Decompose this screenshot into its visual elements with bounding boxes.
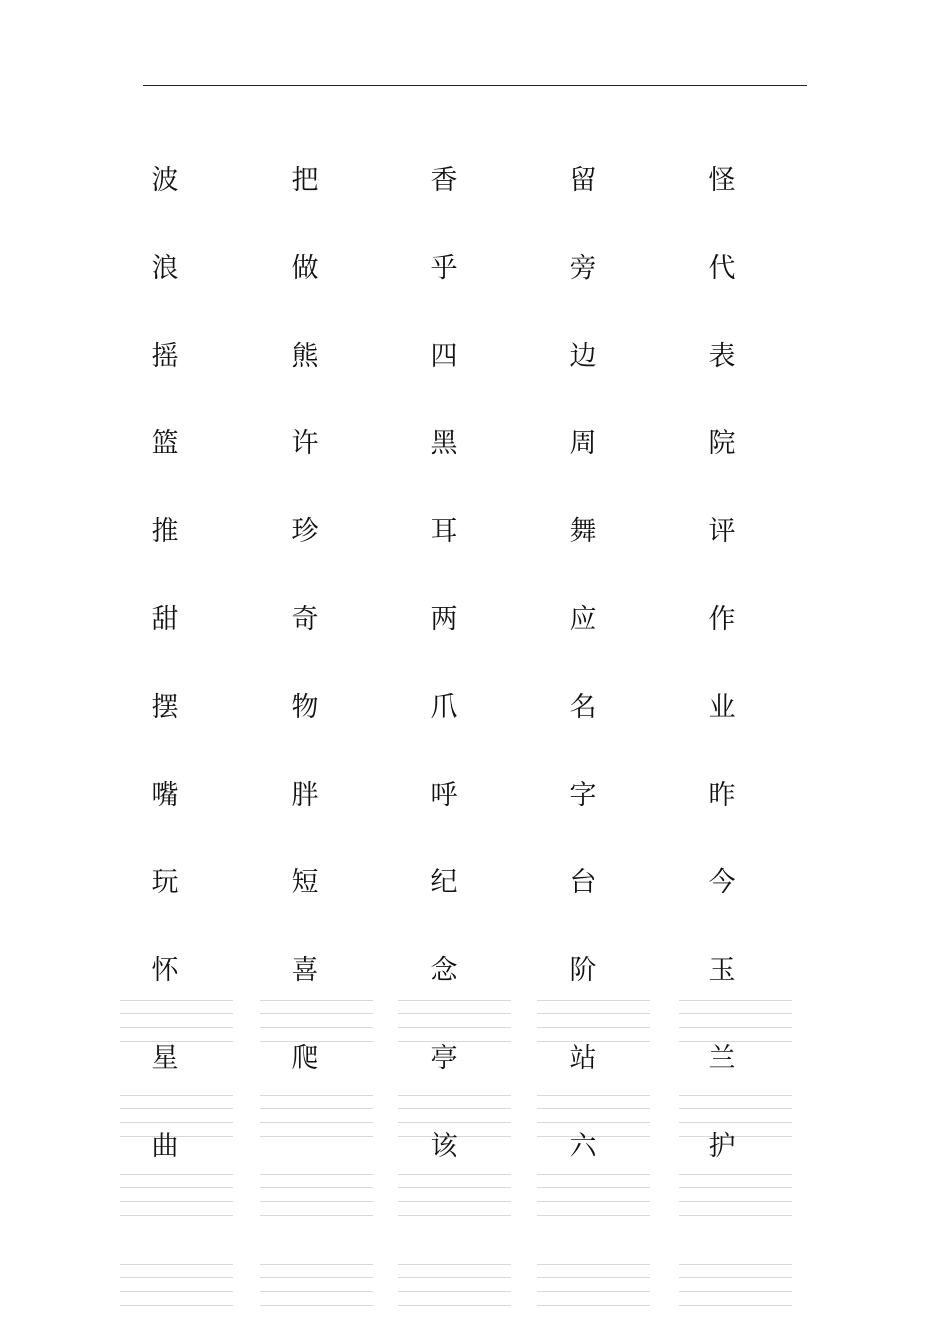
writing-line — [120, 1095, 233, 1096]
character-cell: 业 — [708, 691, 736, 723]
writing-lines — [537, 1174, 650, 1216]
writing-line — [398, 1013, 511, 1014]
character-cell: 四 — [430, 340, 458, 372]
writing-line — [398, 1000, 511, 1001]
writing-lines — [398, 1264, 511, 1306]
writing-line — [120, 1291, 233, 1292]
writing-line — [260, 1201, 373, 1202]
writing-line — [120, 1013, 233, 1014]
character-cell: 珍 — [291, 516, 319, 548]
character-cell: 表 — [708, 340, 736, 372]
writing-lines — [398, 1174, 511, 1216]
writing-line — [260, 1187, 373, 1188]
writing-line — [120, 1187, 233, 1188]
writing-line — [398, 1291, 511, 1292]
character-cell: 波 — [151, 165, 179, 196]
character-cell: 边 — [569, 340, 597, 372]
character-cell: 两 — [430, 604, 458, 635]
writing-line — [398, 1108, 511, 1109]
character-cell: 摆 — [151, 691, 179, 723]
writing-line — [120, 1108, 233, 1109]
writing-line — [537, 1000, 650, 1001]
character-cell: 浪 — [151, 252, 179, 284]
writing-line — [679, 1201, 792, 1202]
character-cell: 念 — [430, 955, 458, 987]
writing-line — [537, 1264, 650, 1265]
character-cell: 名 — [569, 691, 597, 723]
writing-line — [679, 1264, 792, 1265]
writing-line — [537, 1305, 650, 1306]
writing-line — [679, 1174, 792, 1175]
character-cell: 胖 — [291, 779, 319, 811]
character-cell: 爪 — [430, 691, 458, 723]
character-cell: 短 — [291, 867, 319, 899]
character-cell: 许 — [291, 428, 319, 460]
character-cell: 篮 — [151, 428, 179, 460]
writing-line — [398, 1027, 511, 1028]
writing-lines — [120, 1174, 233, 1216]
character-cell: 代 — [708, 252, 736, 284]
writing-line — [120, 1305, 233, 1306]
writing-lines — [120, 1264, 233, 1306]
writing-line — [260, 1291, 373, 1292]
writing-line — [679, 1000, 792, 1001]
writing-line — [537, 1174, 650, 1175]
character-cell: 乎 — [430, 252, 458, 284]
character-cell: 作 — [708, 604, 736, 635]
writing-line — [260, 1108, 373, 1109]
character-cell: 亭 — [430, 1043, 458, 1074]
writing-lines — [260, 1264, 373, 1306]
character-cell: 该 — [430, 1130, 458, 1162]
character-cell: 旁 — [569, 252, 597, 284]
character-cell: 周 — [569, 428, 597, 460]
writing-line — [679, 1122, 792, 1123]
character-cell: 奇 — [291, 604, 319, 635]
writing-lines — [537, 1264, 650, 1306]
writing-line — [398, 1187, 511, 1188]
character-cell: 星 — [151, 1043, 179, 1074]
writing-line — [260, 1277, 373, 1278]
character-cell: 把 — [291, 165, 319, 196]
character-cell: 香 — [430, 165, 458, 196]
character-cell: 推 — [151, 516, 179, 548]
character-cell: 院 — [708, 428, 736, 460]
character-cell: 熊 — [291, 340, 319, 372]
character-cell: 昨 — [708, 779, 736, 811]
writing-line — [537, 1013, 650, 1014]
character-cell: 黑 — [430, 428, 458, 460]
character-cell: 怀 — [151, 955, 179, 987]
writing-line — [398, 1215, 511, 1216]
writing-line — [398, 1305, 511, 1306]
character-cell: 摇 — [151, 340, 179, 372]
writing-line — [679, 1305, 792, 1306]
writing-line — [260, 1000, 373, 1001]
writing-line — [260, 1122, 373, 1123]
writing-line — [679, 1095, 792, 1096]
writing-line — [260, 1027, 373, 1028]
character-cell: 护 — [708, 1130, 736, 1162]
writing-line — [537, 1122, 650, 1123]
character-cell: 今 — [708, 867, 736, 899]
writing-line — [398, 1277, 511, 1278]
character-cell: 怪 — [708, 165, 736, 196]
writing-line — [679, 1187, 792, 1188]
character-cell: 嘴 — [151, 779, 179, 811]
writing-lines — [679, 1264, 792, 1306]
writing-lines — [679, 1000, 792, 1042]
writing-line — [120, 1277, 233, 1278]
character-cell: 六 — [569, 1130, 597, 1162]
character-cell: 耳 — [430, 516, 458, 548]
character-cell: 呼 — [430, 779, 458, 811]
writing-line — [120, 1264, 233, 1265]
writing-line — [537, 1108, 650, 1109]
writing-line — [260, 1215, 373, 1216]
character-cell: 阶 — [569, 955, 597, 987]
writing-lines — [260, 1000, 373, 1042]
writing-line — [537, 1027, 650, 1028]
writing-line — [537, 1095, 650, 1096]
character-cell: 留 — [569, 165, 597, 196]
writing-line — [679, 1277, 792, 1278]
writing-line — [120, 1201, 233, 1202]
character-cell: 玉 — [708, 955, 736, 987]
character-cell: 玩 — [151, 867, 179, 899]
writing-line — [260, 1174, 373, 1175]
writing-line — [260, 1264, 373, 1265]
writing-line — [260, 1013, 373, 1014]
writing-line — [398, 1122, 511, 1123]
character-cell: 应 — [569, 604, 597, 635]
writing-lines — [537, 1000, 650, 1042]
writing-line — [679, 1215, 792, 1216]
writing-line — [120, 1174, 233, 1175]
writing-line — [398, 1095, 511, 1096]
character-cell: 爬 — [291, 1043, 319, 1074]
writing-line — [537, 1201, 650, 1202]
character-cell: 舞 — [569, 516, 597, 548]
writing-lines — [260, 1174, 373, 1216]
character-cell: 纪 — [430, 867, 458, 899]
writing-line — [537, 1187, 650, 1188]
character-cell — [275, 1127, 335, 1167]
writing-line — [398, 1174, 511, 1175]
writing-line — [120, 1027, 233, 1028]
writing-line — [679, 1027, 792, 1028]
writing-line — [398, 1201, 511, 1202]
writing-lines — [398, 1000, 511, 1042]
writing-line — [679, 1291, 792, 1292]
writing-lines — [679, 1174, 792, 1216]
writing-line — [398, 1264, 511, 1265]
writing-line — [120, 1215, 233, 1216]
character-cell: 喜 — [291, 955, 319, 987]
character-cell: 兰 — [708, 1043, 736, 1074]
character-cell: 甜 — [151, 604, 179, 635]
writing-line — [260, 1305, 373, 1306]
character-cell: 做 — [291, 252, 319, 284]
writing-line — [679, 1013, 792, 1014]
writing-line — [120, 1000, 233, 1001]
writing-line — [537, 1277, 650, 1278]
character-cell: 评 — [708, 516, 736, 548]
writing-line — [120, 1122, 233, 1123]
writing-line — [679, 1108, 792, 1109]
character-cell: 曲 — [151, 1130, 179, 1162]
character-cell: 站 — [569, 1043, 597, 1074]
writing-line — [260, 1095, 373, 1096]
writing-line — [537, 1291, 650, 1292]
writing-lines — [120, 1000, 233, 1042]
character-cell: 台 — [569, 867, 597, 899]
character-cell: 物 — [291, 691, 319, 723]
character-cell: 字 — [569, 779, 597, 811]
writing-line — [537, 1215, 650, 1216]
